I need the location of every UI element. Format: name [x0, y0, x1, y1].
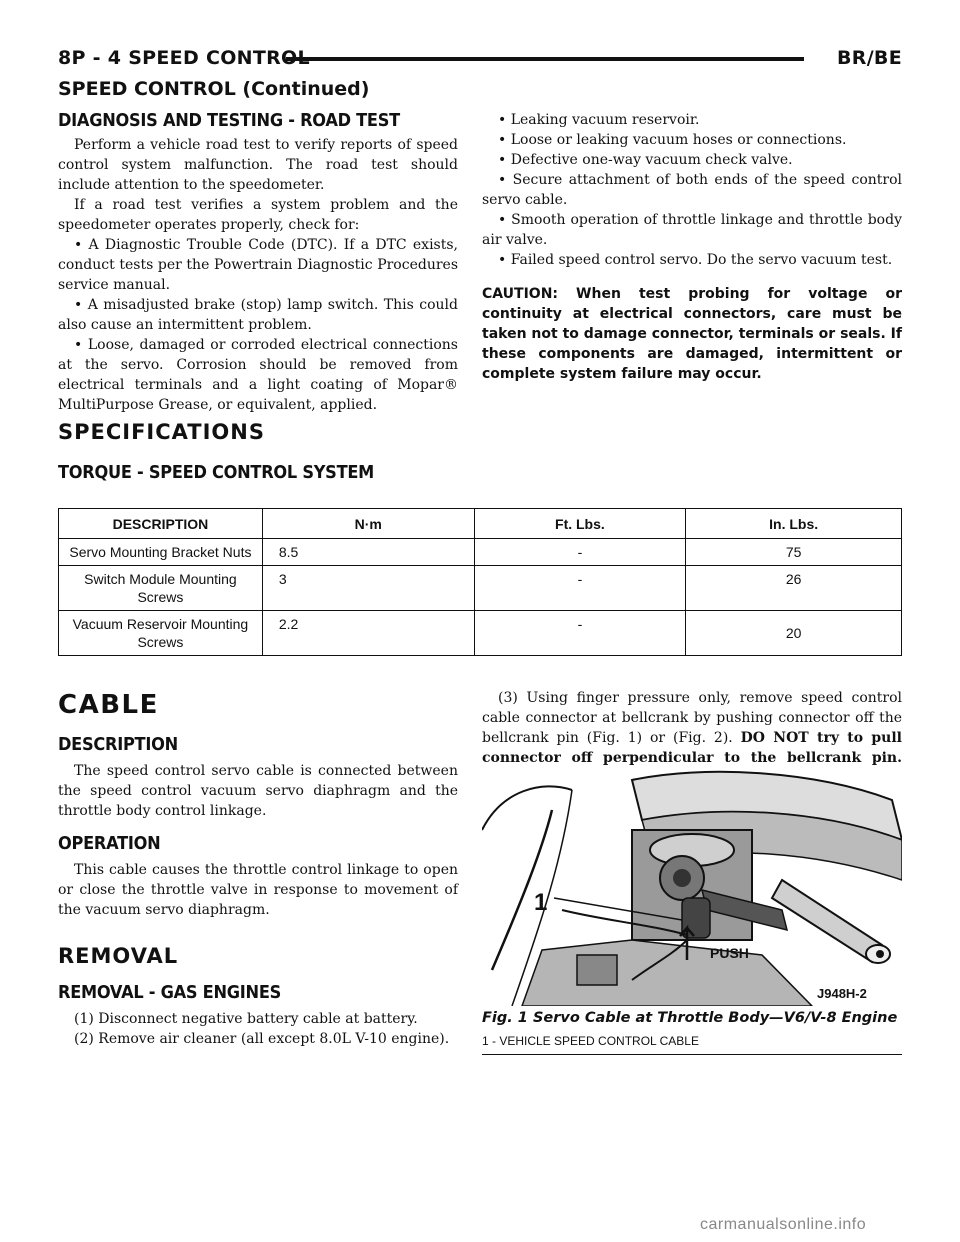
figure-callout-number: 1 — [534, 889, 548, 916]
list-item: • Secure attachment of both ends of the speed control servo cable. — [482, 172, 902, 208]
list-item: • Failed speed control servo. Do the servo vacuum test. — [498, 252, 893, 268]
table-cell: - — [474, 611, 686, 656]
list-item: • Leaking vacuum reservoir. — [498, 112, 700, 128]
column-header-in-lbs: In. Lbs. — [686, 509, 902, 539]
header-section-label: 8P - 4 SPEED CONTROL — [58, 47, 310, 69]
bullet-icon: • — [498, 112, 511, 128]
figure-legend: 1 - VEHICLE SPEED CONTROL CABLE — [482, 1034, 902, 1055]
bullet-icon: • — [74, 297, 88, 313]
watermark: carmanualsonline.info — [700, 1216, 867, 1233]
header-rule — [286, 57, 804, 61]
torque-table-title: TORQUE - SPEED CONTROL SYSTEM — [58, 462, 375, 483]
table-row — [59, 539, 902, 566]
removal-title: REMOVAL — [58, 944, 179, 968]
removal-step-1: (1) Disconnect negative battery cable at battery. — [74, 1011, 418, 1027]
torque-table — [58, 508, 902, 656]
table-cell: - — [474, 539, 686, 566]
list-item: • Loose or leaking vacuum hoses or connections. — [498, 132, 847, 148]
list-item: • Smooth operation of throttle linkage and throttle body air valve. — [482, 212, 902, 248]
continued-heading: SPEED CONTROL (Continued) — [58, 78, 370, 100]
description-title: DESCRIPTION — [58, 734, 178, 755]
table-cell: 75 — [686, 539, 902, 566]
road-test-paragraph-1: Perform a vehicle road test to verify reports of speed control system malfunction. The road test should include attention to the speedometer. — [58, 137, 458, 193]
road-test-title: DIAGNOSIS AND TESTING - ROAD TEST — [58, 110, 400, 131]
page-header — [58, 44, 902, 78]
list-item: • A misadjusted brake (stop) lamp switch. This could also cause an intermittent problem. — [58, 297, 458, 333]
list-item: • Defective one-way vacuum check valve. — [498, 152, 793, 168]
throttle-body-illustration — [482, 770, 902, 1006]
column-header-description: DESCRIPTION — [59, 509, 263, 539]
specifications-title: SPECIFICATIONS — [58, 420, 265, 444]
bullet-icon: • — [498, 152, 511, 168]
table-cell: - — [474, 566, 686, 611]
figure-caption: Fig. 1 Servo Cable at Throttle Body—V6/V-8 Engine — [482, 1010, 898, 1026]
table-cell: 26 — [686, 566, 902, 611]
table-header-row — [59, 509, 902, 539]
table-cell: 2.2 — [262, 611, 474, 656]
table-cell: Switch Module Mounting Screws — [59, 566, 263, 611]
table-cell: 8.5 — [262, 539, 474, 566]
table-row — [59, 611, 902, 656]
figure-servo-cable — [482, 770, 902, 1006]
bullet-icon: • — [74, 337, 88, 353]
list-item: • A Diagnostic Trouble Code (DTC). If a DTC exists, conduct tests per the Powertrain Diagnostic Procedures service manual. — [58, 237, 458, 293]
table-cell: Vacuum Reservoir Mounting Screws — [59, 611, 263, 656]
bullet-icon: • — [498, 132, 511, 148]
table-cell: 20 — [686, 611, 902, 656]
bullet-icon: • — [74, 237, 89, 253]
figure-push-label: PUSH — [710, 945, 749, 961]
list-item: • Loose, damaged or corroded electrical connections at the servo. Corrosion should be removed from electrical terminals and a light coating of Mopar® MultiPurpose Grease, or equivalent, applied. — [58, 337, 458, 413]
bullet-icon: • — [498, 212, 512, 228]
road-test-right-column — [482, 110, 902, 384]
column-header-nm: N·m — [262, 509, 474, 539]
removal-gas-title: REMOVAL - GAS ENGINES — [58, 982, 282, 1003]
description-paragraph: The speed control servo cable is connected between the speed control vacuum servo diaphragm and the throttle body control linkage. — [58, 763, 458, 819]
caution-note: CAUTION: When test probing for voltage or continuity at electrical connectors, care must be taken not to damage connector, terminals or seals. If these components are damaged, intermittent or complete system failure may occur. — [482, 286, 902, 382]
operation-title: OPERATION — [58, 833, 161, 854]
cable-title: CABLE — [58, 690, 159, 720]
column-header-ft-lbs: Ft. Lbs. — [474, 509, 686, 539]
header-model-code: BR/BE — [836, 47, 902, 69]
table-cell: Servo Mounting Bracket Nuts — [59, 539, 263, 566]
bullet-icon: • — [498, 252, 511, 268]
table-cell: 3 — [262, 566, 474, 611]
road-test-left-column — [58, 110, 458, 415]
removal-step-2: (2) Remove air cleaner (all except 8.0L V-10 engine). — [74, 1031, 450, 1047]
table-row — [59, 566, 902, 611]
removal-step-3-warning: DO NOT try to pull connector off perpendicular to the bellcrank pin. — [482, 730, 903, 766]
removal-step-3: (3) Using finger pressure only, remove speed control cable connector at bellcrank by pushing connector off the bellcrank pin (Fig. 1) or (Fig. 2). DO NOT try to pull connector off perpendicular to the bellcrank pin. — [482, 688, 902, 788]
road-test-paragraph-2: If a road test verifies a system problem and the speedometer operates properly, check for: — [58, 197, 458, 233]
figure-code: J948H-2 — [817, 986, 867, 1001]
bullet-icon: • — [498, 172, 513, 188]
cable-left-column — [58, 690, 458, 1049]
operation-paragraph: This cable causes the throttle control linkage to open or close the throttle valve in response to movement of the vacuum servo diaphragm. — [58, 862, 458, 918]
